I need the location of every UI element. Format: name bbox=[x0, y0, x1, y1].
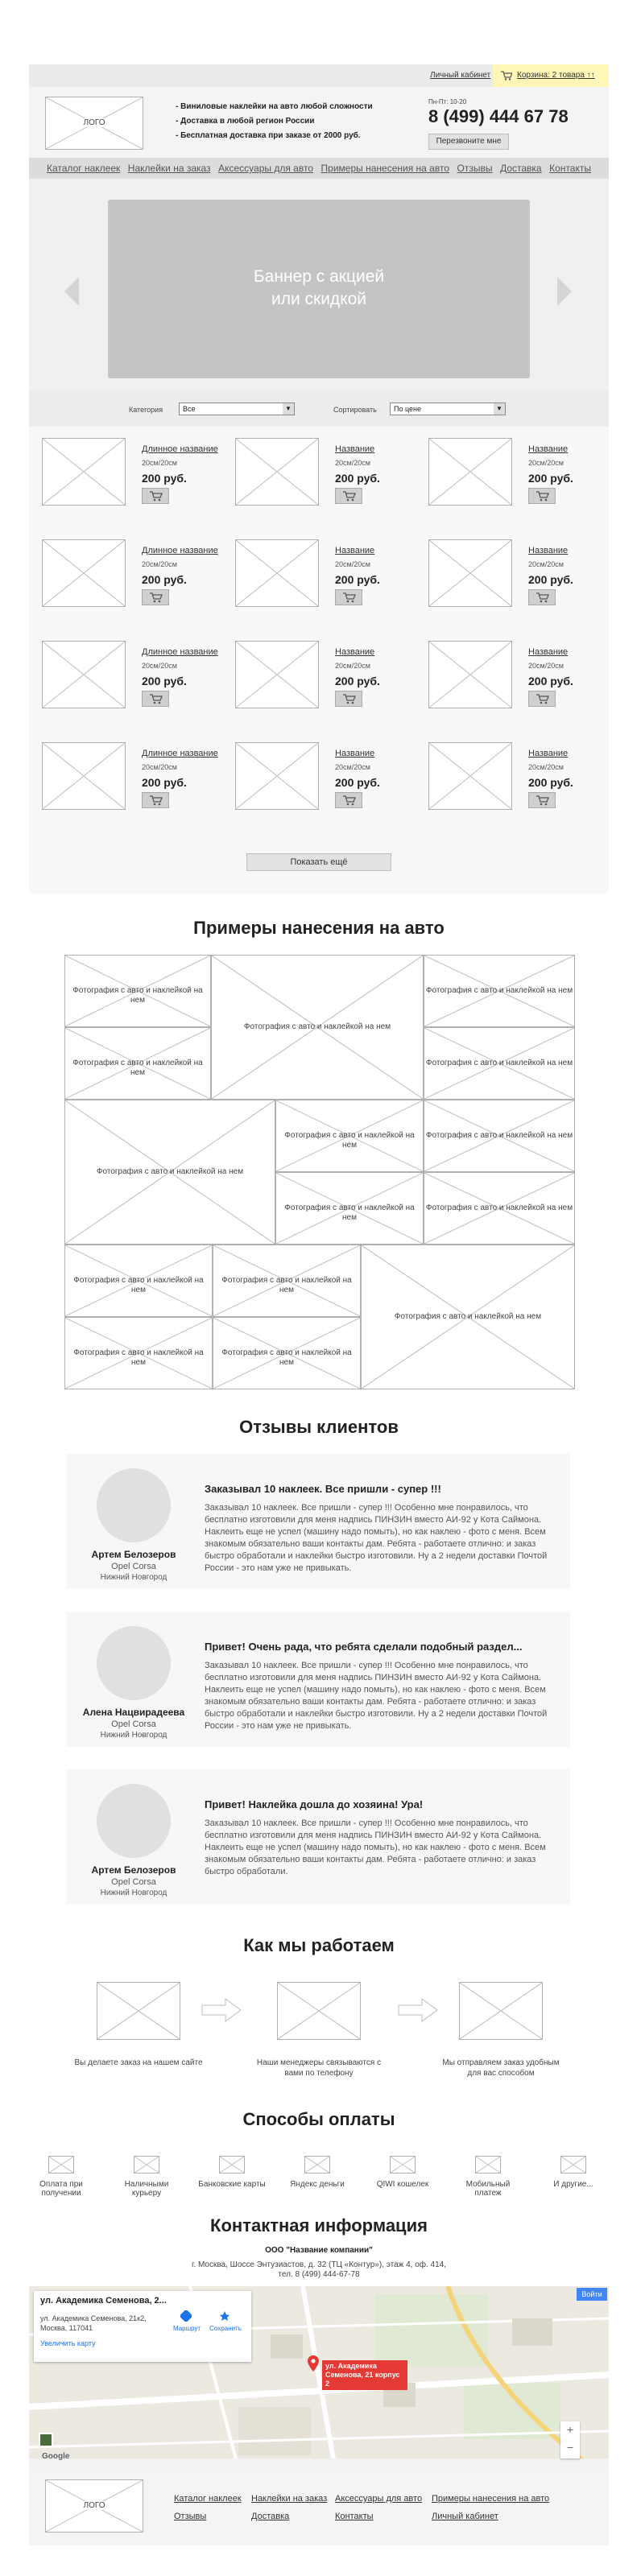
add-to-cart-button[interactable] bbox=[335, 488, 362, 504]
show-more-button[interactable]: Показать ещё bbox=[246, 853, 391, 871]
cart-icon bbox=[536, 491, 549, 502]
product-image[interactable] bbox=[428, 539, 512, 607]
callback-button[interactable]: Перезвоните мне bbox=[428, 134, 509, 150]
cart-icon bbox=[343, 694, 356, 704]
gallery-photo-caption: Фотография с авто и наклейкой на нем bbox=[284, 1203, 415, 1222]
nav-item-accessories[interactable]: Аксессуары для авто bbox=[218, 163, 313, 174]
how-title: Как мы работаем bbox=[243, 1935, 395, 1955]
footer-logo[interactable] bbox=[45, 2479, 143, 2533]
cart-icon bbox=[150, 592, 163, 603]
map[interactable] bbox=[29, 2286, 609, 2468]
chevron-down-icon: ▼ bbox=[494, 403, 505, 415]
payment-method-label: Мобильный платеж bbox=[465, 2180, 511, 2198]
step-caption: Вы делаете заказ на нашем сайте bbox=[74, 2058, 203, 2067]
step-caption: Мы отправляем заказ удобным для вас способом bbox=[442, 2058, 560, 2078]
nav-item-custom[interactable]: Наклейки на заказ bbox=[127, 163, 211, 174]
footer-link-contacts[interactable]: Контакты bbox=[335, 2512, 374, 2521]
phone-number[interactable]: 8 (499) 444 67 78 bbox=[428, 106, 569, 126]
gallery-photo[interactable] bbox=[211, 955, 424, 1100]
product-price: 200 руб. bbox=[142, 573, 187, 586]
review-card bbox=[66, 1454, 570, 1589]
gallery-photo[interactable] bbox=[424, 1100, 575, 1172]
gallery-photo[interactable] bbox=[64, 1027, 211, 1100]
reviewer-car: Opel Corsa bbox=[111, 1877, 156, 1887]
gallery-photo-caption: Фотография с авто и наклейкой на нем bbox=[394, 1312, 542, 1321]
product-image[interactable] bbox=[235, 742, 319, 810]
footer-link-reviews[interactable]: Отзывы bbox=[174, 2512, 207, 2521]
banner-text: Баннер с акцией или скидкой bbox=[253, 267, 385, 308]
gallery-photo[interactable] bbox=[64, 1100, 275, 1245]
company-name: ООО "Название компании" bbox=[265, 2246, 373, 2255]
map-info-card bbox=[34, 2291, 251, 2362]
reviewer-name: Артем Белозеров bbox=[91, 1864, 176, 1876]
product-price: 200 руб. bbox=[142, 776, 187, 789]
product-grid bbox=[29, 427, 609, 894]
product-price: 200 руб. bbox=[335, 573, 380, 586]
add-to-cart-button[interactable] bbox=[335, 792, 362, 808]
review-text: Заказывал 10 наклеек. Все пришли - супер !!! Особенно мне понравилось, что бесплатно изготовили для меня надпись ПИНЗИН вместо АИ-92 у Кота Саймона. Наклеить еще не успел (машину надо помыть), но как наклею - фото с меня. Всем знакомым обязательно ваши контакты дам. Ребята - работаете отлично: и заказ быстро обработали и наклейки быстро изготовили. Ну а 2 недели доставки Почтой России - это нам уже не привыкать. bbox=[205, 1661, 548, 1731]
review-text: Заказывал 10 наклеек. Все пришли - супер !!! Особенно мне понравилось, что бесплатно изготовили для меня надпись ПИНЗИН вместо АИ-92 у Кота Саймона. Наклеить еще не успел (машину надо помыть), но как наклею - фото с меня. Всем знакомым обязательно ваши контакты дам. Ребята - работаете отлично: и заказ быстро обработали и наклейки быстро изготовили. Ну а 2 недели доставки Почтой России - это нам уже не привыкать. bbox=[205, 1503, 548, 1573]
product-size: 20см/20см bbox=[528, 459, 564, 467]
gallery-photo-caption: Фотография с авто и наклейкой на нем bbox=[221, 1276, 352, 1294]
product-image[interactable] bbox=[42, 742, 126, 810]
photo-gallery bbox=[64, 955, 575, 1389]
product-name[interactable]: Название bbox=[528, 749, 569, 758]
review-card bbox=[66, 1612, 570, 1747]
google-logo: Google bbox=[42, 2452, 70, 2461]
top-bar bbox=[29, 64, 609, 87]
product-image[interactable] bbox=[428, 641, 512, 708]
gallery-photo[interactable] bbox=[275, 1172, 424, 1245]
gallery-photo[interactable] bbox=[361, 1245, 575, 1389]
product-name[interactable]: Длинное название bbox=[142, 647, 218, 657]
product-size: 20см/20см bbox=[335, 459, 370, 467]
add-to-cart-button[interactable] bbox=[142, 488, 169, 504]
cart-icon bbox=[150, 795, 163, 806]
avatar bbox=[97, 1626, 171, 1700]
gallery-photo-caption: Фотография с авто и наклейкой на нем bbox=[96, 1167, 244, 1176]
nav-item-examples[interactable]: Примеры нанесения на авто bbox=[320, 163, 449, 174]
gallery-photo-caption: Фотография с авто и наклейкой на нем bbox=[243, 1022, 391, 1031]
review-card bbox=[66, 1769, 570, 1905]
sort-value: По цене bbox=[394, 405, 422, 413]
product-size: 20см/20см bbox=[528, 662, 564, 670]
payment-icon bbox=[560, 2156, 586, 2174]
zoom-control[interactable] bbox=[560, 2421, 580, 2458]
chevron-down-icon: ▼ bbox=[283, 403, 294, 415]
review-title: Привет! Очень рада, что ребята сделали подобный раздел... bbox=[205, 1641, 523, 1653]
payment-icon bbox=[48, 2156, 74, 2174]
product-price: 200 руб. bbox=[528, 472, 573, 485]
gallery-photo-caption: Фотография с авто и наклейкой на нем bbox=[72, 986, 203, 1005]
product-size: 20см/20см bbox=[335, 560, 370, 568]
sort-label: Сортировать bbox=[333, 406, 377, 414]
product-price: 200 руб. bbox=[335, 472, 380, 485]
product-name[interactable]: Длинное название bbox=[142, 546, 218, 555]
header bbox=[29, 87, 609, 158]
product-size: 20см/20см bbox=[142, 763, 177, 771]
chevron-left-icon[interactable] bbox=[64, 277, 79, 306]
step-caption: Наши менеджеры связываются с вами по телефону bbox=[256, 2058, 382, 2078]
avatar bbox=[97, 1784, 171, 1858]
logo[interactable] bbox=[45, 97, 143, 150]
product-price: 200 руб. bbox=[142, 675, 187, 687]
product-image[interactable] bbox=[42, 539, 126, 607]
payment-icon bbox=[390, 2156, 416, 2174]
footer bbox=[29, 2468, 609, 2545]
add-to-cart-button[interactable] bbox=[142, 589, 169, 605]
step-image bbox=[277, 1982, 361, 2040]
nav-item-delivery[interactable]: Доставка bbox=[500, 163, 542, 174]
route-icon[interactable] bbox=[180, 2310, 192, 2322]
step-image bbox=[97, 1982, 180, 2040]
save-label[interactable]: Сохранить bbox=[209, 2325, 242, 2332]
footer-link-examples[interactable]: Примеры нанесения на авто bbox=[432, 2494, 550, 2504]
cart-icon bbox=[536, 592, 549, 603]
payment-method-label: Оплата при получении bbox=[39, 2180, 83, 2198]
reviewer-car: Opel Corsa bbox=[111, 1562, 156, 1571]
add-to-cart-button[interactable] bbox=[335, 589, 362, 605]
company-address: г. Москва, Шоссе Энтузиастов, д. 32 (ТЦ «Контур»), этаж 4, оф. 414, bbox=[191, 2260, 447, 2269]
review-title: Заказывал 10 наклеек. Все пришли - супер !!! bbox=[205, 1483, 441, 1495]
feature-item: - Доставка в любой регион России bbox=[176, 117, 315, 126]
gallery-photo-caption: Фотография с авто и наклейкой на нем bbox=[425, 986, 573, 995]
payment-methods bbox=[29, 2156, 609, 2196]
cart-icon bbox=[343, 491, 356, 502]
product-name[interactable]: Название bbox=[335, 546, 375, 555]
step-image bbox=[459, 1982, 543, 2040]
category-label: Категория bbox=[129, 406, 163, 414]
product-size: 20см/20см bbox=[528, 560, 564, 568]
zoom-out-icon[interactable]: − bbox=[566, 2441, 574, 2454]
footer-link-custom[interactable]: Наклейки на заказ bbox=[251, 2494, 328, 2504]
payment-method-label: И другие... bbox=[553, 2180, 593, 2189]
product-name[interactable]: Длинное название bbox=[142, 749, 218, 758]
product-image[interactable] bbox=[428, 438, 512, 506]
gallery-photo[interactable] bbox=[424, 955, 575, 1027]
add-to-cart-button[interactable] bbox=[528, 691, 556, 707]
product-price: 200 руб. bbox=[528, 776, 573, 789]
product-image[interactable] bbox=[235, 539, 319, 607]
footer-link-catalog[interactable]: Каталог наклеек bbox=[174, 2494, 242, 2504]
reviewer-name: Алена Нацвирадеева bbox=[82, 1707, 185, 1718]
payment-method-label: Банковские карты bbox=[198, 2180, 266, 2189]
cart-icon bbox=[343, 795, 356, 806]
add-to-cart-button[interactable] bbox=[528, 589, 556, 605]
account-link[interactable]: Личный кабинет bbox=[430, 71, 491, 80]
footer-link-accessories[interactable]: Аксессуары для авто bbox=[335, 2494, 423, 2504]
nav-item-catalog[interactable]: Каталог наклеек bbox=[47, 163, 121, 174]
map-zoom-link[interactable]: Увеличить карту bbox=[40, 2339, 96, 2347]
reviews-title: Отзывы клиентов bbox=[239, 1417, 399, 1437]
reviewer-car: Opel Corsa bbox=[111, 1719, 156, 1729]
gallery-title: Примеры нанесения на авто bbox=[193, 918, 445, 938]
nav-item-reviews[interactable]: Отзывы bbox=[457, 163, 493, 174]
category-select[interactable] bbox=[179, 402, 295, 415]
product-price: 200 руб. bbox=[335, 776, 380, 789]
reviewer-city: Нижний Новгород bbox=[100, 1731, 167, 1740]
gallery-photo[interactable] bbox=[213, 1317, 361, 1389]
arrow-right-icon bbox=[398, 1998, 438, 2022]
gallery-photo[interactable] bbox=[64, 1317, 213, 1389]
route-label[interactable]: Маршрут bbox=[172, 2325, 201, 2332]
gallery-photo[interactable] bbox=[275, 1100, 424, 1172]
product-size: 20см/20см bbox=[528, 763, 564, 771]
product-image[interactable] bbox=[235, 641, 319, 708]
product-image[interactable] bbox=[42, 438, 126, 506]
map-pin-icon[interactable] bbox=[308, 2355, 319, 2372]
product-image[interactable] bbox=[428, 742, 512, 810]
login-button[interactable]: Войти bbox=[577, 2288, 607, 2301]
gallery-photo[interactable] bbox=[424, 1027, 575, 1100]
product-name[interactable]: Название bbox=[335, 444, 375, 454]
map-card-address: ул. Академика Семенова, 21к2, Москва, 117041 bbox=[40, 2314, 147, 2332]
banner-area bbox=[29, 179, 609, 390]
zoom-in-icon[interactable]: + bbox=[566, 2423, 574, 2436]
footer-logo-text: ЛОГО bbox=[46, 2501, 143, 2510]
promo-banner[interactable] bbox=[108, 200, 530, 378]
product-name[interactable]: Длинное название bbox=[142, 444, 218, 454]
gallery-photo-caption: Фотография с авто и наклейкой на нем bbox=[425, 1203, 573, 1212]
payment-icon bbox=[304, 2156, 330, 2174]
reviewer-city: Нижний Новгород bbox=[100, 1889, 167, 1897]
payment-icon bbox=[134, 2156, 159, 2174]
review-title: Привет! Наклейка дошла до хозяина! Ура! bbox=[205, 1798, 424, 1810]
cart-link[interactable]: Корзина: 2 товара ↑↑ bbox=[517, 71, 595, 80]
cart-box[interactable] bbox=[493, 64, 609, 87]
satellite-toggle[interactable] bbox=[39, 2433, 53, 2447]
product-size: 20см/20см bbox=[335, 662, 370, 670]
product-price: 200 руб. bbox=[335, 675, 380, 687]
add-to-cart-button[interactable] bbox=[142, 792, 169, 808]
product-name[interactable]: Название bbox=[528, 546, 569, 555]
gallery-photo-caption: Фотография с авто и наклейкой на нем bbox=[284, 1131, 415, 1150]
product-image[interactable] bbox=[42, 641, 126, 708]
product-size: 20см/20см bbox=[142, 662, 177, 670]
product-name[interactable]: Название bbox=[528, 647, 569, 657]
product-price: 200 руб. bbox=[142, 472, 187, 485]
map-card-title: ул. Академика Семенова, 2... bbox=[40, 2296, 167, 2306]
star-icon[interactable] bbox=[219, 2310, 230, 2322]
gallery-photo[interactable] bbox=[64, 955, 211, 1027]
contacts-title: Контактная информация bbox=[210, 2215, 428, 2235]
gallery-photo[interactable] bbox=[213, 1245, 361, 1317]
payment-icon bbox=[219, 2156, 245, 2174]
chevron-right-icon[interactable] bbox=[557, 277, 572, 306]
map-pin-label: ул. Академика Семенова, 21 корпус 2 bbox=[322, 2360, 407, 2390]
product-price: 200 руб. bbox=[528, 573, 573, 586]
category-value: Все bbox=[183, 405, 196, 413]
gallery-photo[interactable] bbox=[424, 1172, 575, 1245]
filter-bar bbox=[29, 390, 609, 427]
product-name[interactable]: Название bbox=[528, 444, 569, 454]
cart-icon bbox=[343, 592, 356, 603]
product-size: 20см/20см bbox=[142, 459, 177, 467]
reviewer-city: Нижний Новгород bbox=[100, 1573, 167, 1582]
cart-icon bbox=[150, 694, 163, 704]
feature-item: - Виниловые наклейки на авто любой сложности bbox=[176, 102, 373, 111]
review-text: Заказывал 10 наклеек. Все пришли - супер !!! Особенно мне понравилось, что бесплатно изготовили для меня надпись ПИНЗИН вместо АИ-92 у Кота Саймона. Наклеить еще не успел (машину надо помыть), но как наклею - фото с меня. Всем знакомым обязательно ваши контакты дам. Ребята - работаете отлично: и заказ быстро обработали. bbox=[205, 1818, 546, 1876]
feature-list bbox=[176, 100, 373, 143]
product-name[interactable]: Название bbox=[335, 749, 375, 758]
nav-item-contacts[interactable]: Контакты bbox=[549, 163, 591, 174]
product-name[interactable]: Название bbox=[335, 647, 375, 657]
footer-link-account[interactable]: Личный кабинет bbox=[432, 2512, 498, 2521]
reviewer-name: Артем Белозеров bbox=[91, 1549, 176, 1560]
gallery-photo[interactable] bbox=[64, 1245, 213, 1317]
payment-title: Способы оплаты bbox=[242, 2109, 395, 2129]
cart-icon bbox=[536, 795, 549, 806]
feature-item: - Бесплатная доставка при заказе от 2000 руб. bbox=[176, 131, 361, 140]
work-hours: Пн-Пт: 10-20 bbox=[428, 98, 467, 105]
gallery-photo-caption: Фотография с авто и наклейкой на нем bbox=[73, 1276, 204, 1294]
payment-method-label: QIWI кошелек bbox=[376, 2180, 429, 2189]
company-phone: тел. 8 (499) 444-67-78 bbox=[278, 2270, 360, 2279]
sort-select[interactable] bbox=[390, 402, 506, 415]
logo-text: ЛОГО bbox=[46, 118, 143, 127]
gallery-photo-caption: Фотография с авто и наклейкой на нем bbox=[425, 1131, 573, 1140]
add-to-cart-button[interactable] bbox=[335, 691, 362, 707]
gallery-photo-caption: Фотография с авто и наклейкой на нем bbox=[425, 1059, 573, 1067]
payment-method-label: Наличными курьеру bbox=[124, 2180, 169, 2198]
footer-link-delivery[interactable]: Доставка bbox=[251, 2512, 290, 2521]
add-to-cart-button[interactable] bbox=[142, 691, 169, 707]
product-price: 200 руб. bbox=[528, 675, 573, 687]
cart-icon bbox=[501, 71, 512, 80]
add-to-cart-button[interactable] bbox=[528, 488, 556, 504]
cart-icon bbox=[150, 491, 163, 502]
cart-icon bbox=[536, 694, 549, 704]
product-size: 20см/20см bbox=[142, 560, 177, 568]
product-image[interactable] bbox=[235, 438, 319, 506]
gallery-photo-caption: Фотография с авто и наклейкой на нем bbox=[221, 1348, 352, 1367]
payment-method-label: Яндекс деньги bbox=[290, 2180, 345, 2189]
payment-icon bbox=[475, 2156, 501, 2174]
gallery-photo-caption: Фотография с авто и наклейкой на нем bbox=[73, 1348, 204, 1367]
gallery-photo-caption: Фотография с авто и наклейкой на нем bbox=[72, 1059, 203, 1077]
product-size: 20см/20см bbox=[335, 763, 370, 771]
arrow-right-icon bbox=[201, 1998, 242, 2022]
add-to-cart-button[interactable] bbox=[528, 792, 556, 808]
avatar bbox=[97, 1468, 171, 1542]
main-nav bbox=[29, 158, 609, 179]
